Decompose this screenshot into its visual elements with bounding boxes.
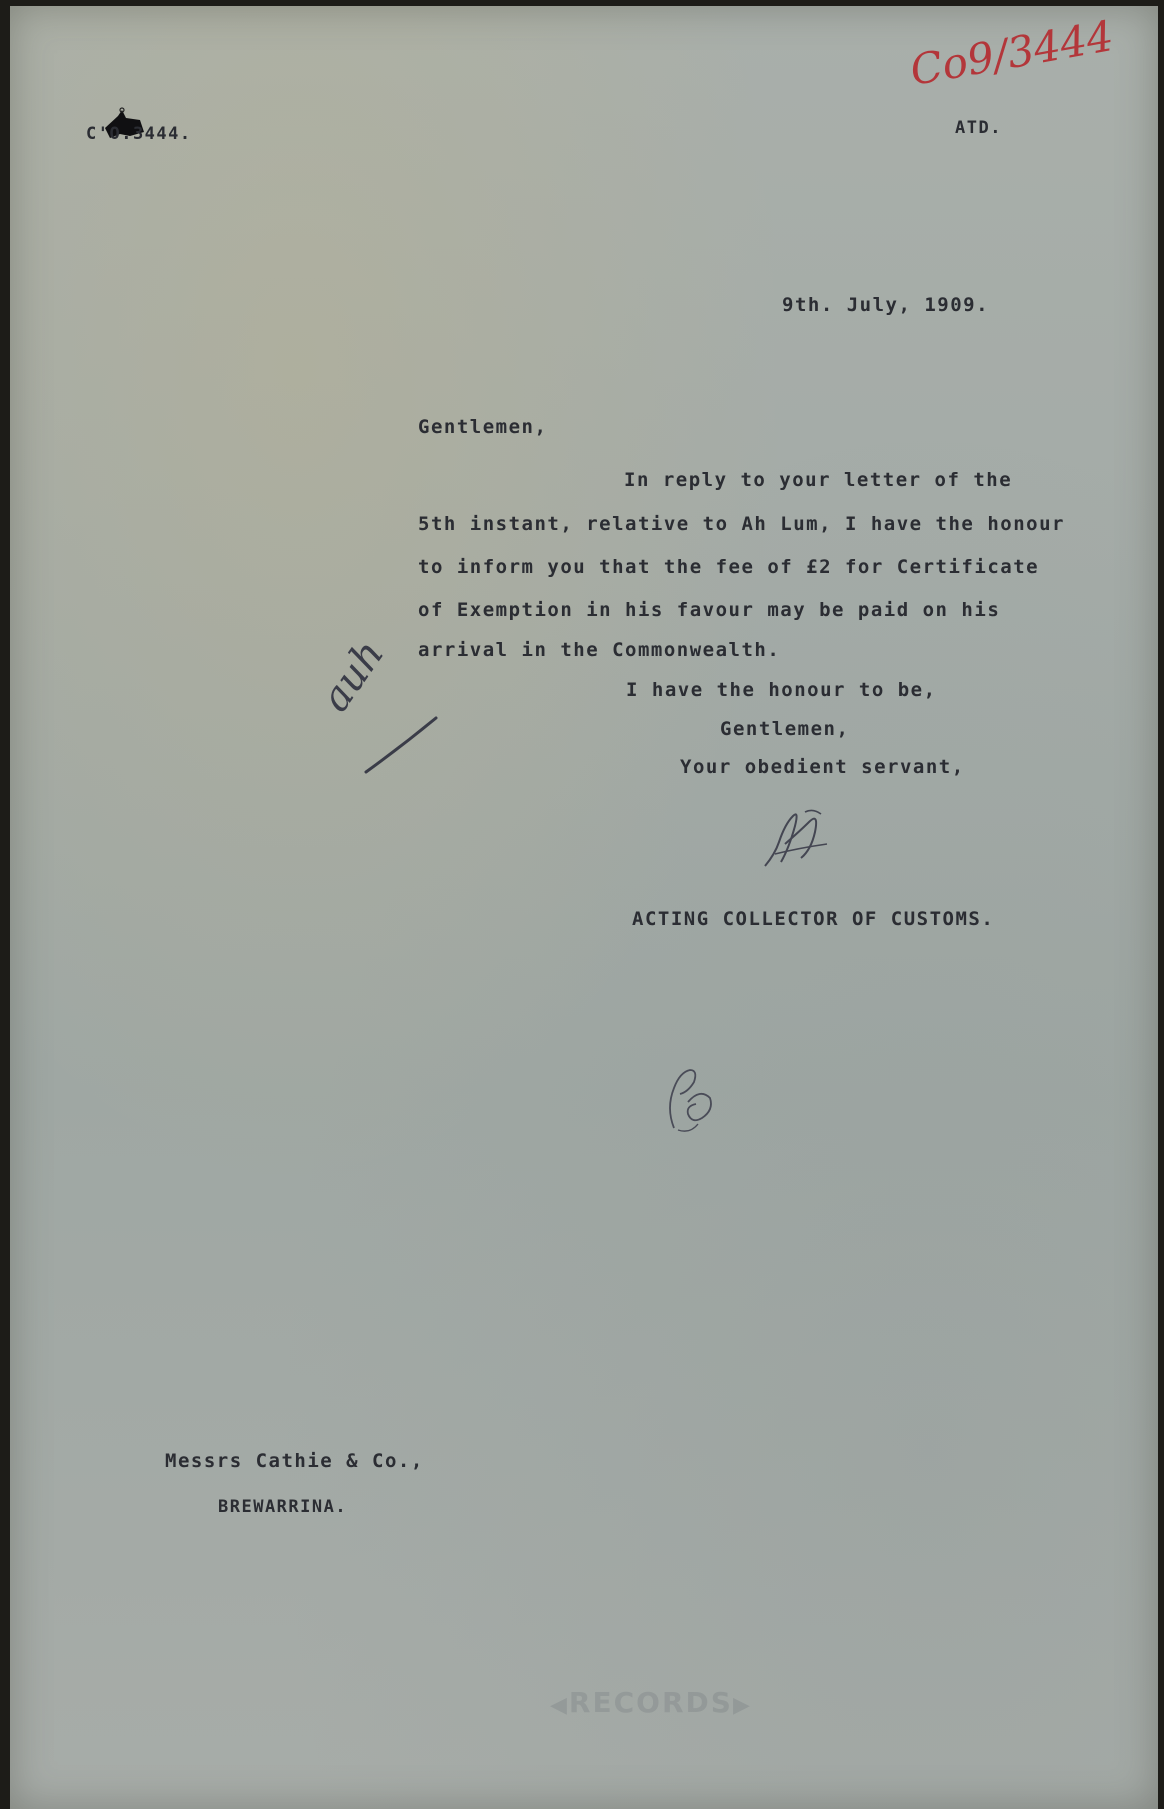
handwritten-reference: Co9/3444 <box>906 11 1118 96</box>
body-line-4: of Exemption in his favour may be paid on his <box>418 599 1001 621</box>
file-code: ATD. <box>955 118 1002 138</box>
document-page <box>10 6 1158 1809</box>
margin-stroke <box>362 706 442 776</box>
recipient-place: BREWARRINA. <box>218 1497 348 1517</box>
signatory-title: ACTING COLLECTOR OF CUSTOMS. <box>632 908 995 930</box>
margin-initials: auh <box>312 631 394 720</box>
pencil-initials <box>660 1058 720 1138</box>
body-line-5: arrival in the Commonwealth. <box>418 639 781 661</box>
body-line-1: In reply to your letter of the <box>624 469 1013 491</box>
closing-line-1: I have the honour to be, <box>626 679 937 701</box>
closing-line-2: Gentlemen, <box>720 718 850 740</box>
body-line-2: 5th instant, relative to Ah Lum, I have the honour <box>418 513 1065 535</box>
salutation: Gentlemen, <box>418 416 548 438</box>
file-reference: C'O.3444. <box>86 124 192 144</box>
recipient-name: Messrs Cathie & Co., <box>165 1450 424 1472</box>
records-stamp-arrow-left: ◀ <box>550 1693 569 1718</box>
closing-line-3: Your obedient servant, <box>680 756 965 778</box>
signature-initials <box>755 804 835 876</box>
body-line-3: to inform you that the fee of £2 for Certificate <box>418 556 1040 578</box>
records-stamp-label: RECORDS <box>568 1686 733 1719</box>
records-stamp <box>550 1686 752 1719</box>
records-stamp-arrow-right: ▶ <box>732 1693 752 1718</box>
letter-date: 9th. July, 1909. <box>782 294 990 316</box>
